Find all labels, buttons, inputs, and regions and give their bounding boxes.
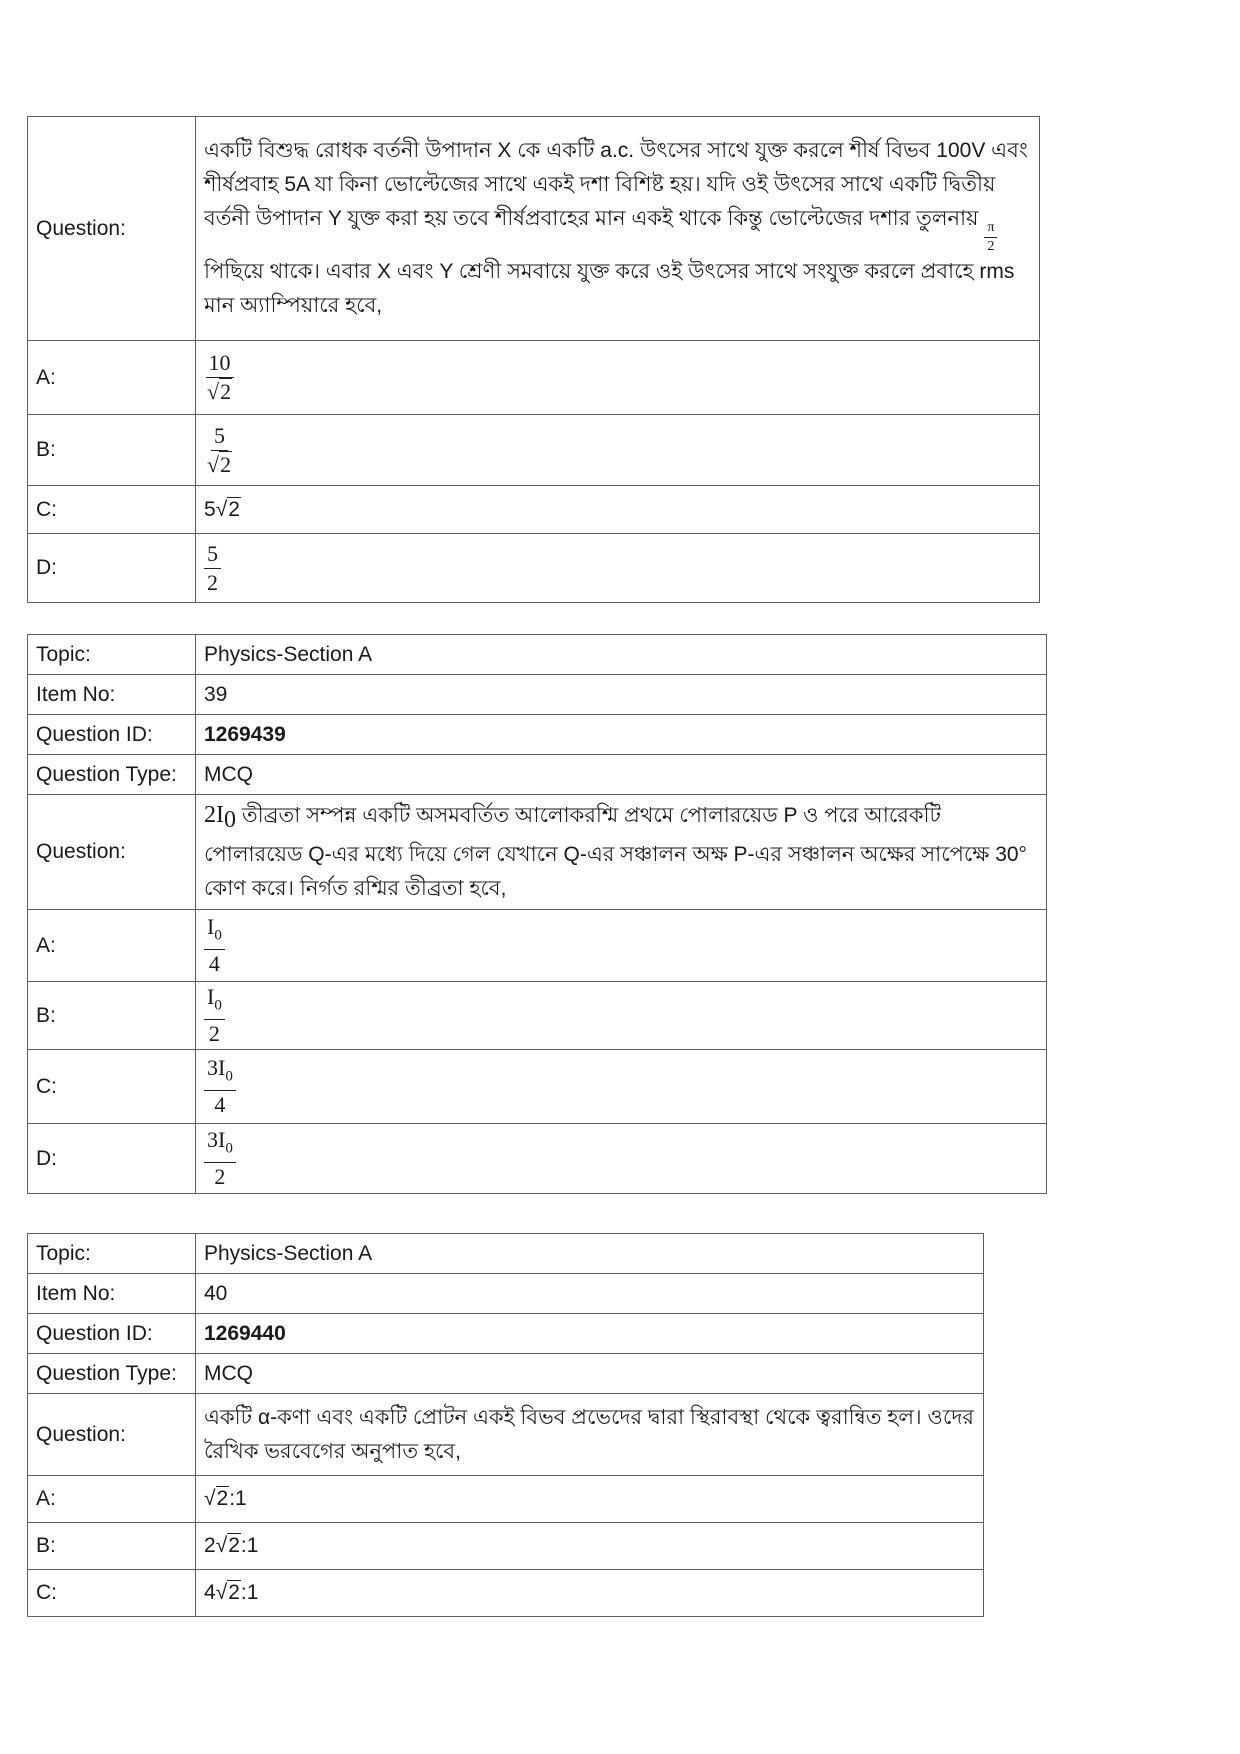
- option-a-value: [196, 341, 1040, 415]
- option-row-c: [28, 1570, 984, 1617]
- question-text: একটি α-কণা এবং একটি প্রোটন একই বিভব প্রভেদের দ্বারা স্থিরাবস্থা থেকে ত্বরান্বিত হল। ওদের রৈখিক ভরবেগের অনুপাত হবে,: [196, 1394, 984, 1476]
- option-a-label: A:: [28, 910, 196, 982]
- option-b-label: B:: [28, 982, 196, 1050]
- option-a-value: [196, 1476, 984, 1523]
- question-table-3: [27, 1233, 984, 1617]
- sqrt-expression: √2: [207, 379, 232, 404]
- question-type-label: Question Type:: [28, 1354, 196, 1394]
- question-type-row: [28, 1354, 984, 1394]
- option-c-value: [196, 1570, 984, 1617]
- question-text: [196, 795, 1047, 910]
- coefficient: 2: [204, 1534, 216, 1557]
- radicand: 2: [216, 1487, 229, 1510]
- option-c-label: C:: [28, 1570, 196, 1617]
- question-type-value: MCQ: [196, 755, 1047, 795]
- option-d-fraction: [204, 1127, 236, 1190]
- option-d-label: D:: [28, 534, 196, 603]
- option-a-fraction: [204, 350, 235, 405]
- pi-over-2-fraction: [984, 220, 997, 255]
- fraction-numerator: 10: [206, 350, 234, 378]
- fraction-numerator: π: [984, 220, 997, 238]
- question-text-part2: পিছিয়ে থাকে। এবার X এবং Y শ্রেণী সমবায়ে যুক্ত করে ওই উৎসের সাথে সংযুক্ত করলে প্রবাহে rms মান অ্যাম্পিয়ারে হবে,: [204, 260, 1015, 317]
- option-row-c: [28, 1050, 1047, 1124]
- option-c-fraction: [204, 1055, 236, 1118]
- option-b-value: [196, 1523, 984, 1570]
- question-id-value: 1269439: [196, 715, 1047, 755]
- question-row: [28, 1394, 984, 1476]
- subscript: 0: [225, 1140, 233, 1157]
- question-type-label: Question Type:: [28, 755, 196, 795]
- question-id-label: Question ID:: [28, 715, 196, 755]
- radicand: 2: [220, 379, 232, 404]
- item-no-row: [28, 1274, 984, 1314]
- sqrt-expression: √2: [204, 1487, 229, 1510]
- topic-value: Physics-Section A: [196, 635, 1047, 675]
- question-id-value: 1269440: [196, 1314, 984, 1354]
- ratio: :1: [240, 1581, 259, 1604]
- question-row: [28, 117, 1040, 341]
- option-d-label: D:: [28, 1124, 196, 1194]
- fraction-numerator: I: [207, 983, 215, 1009]
- option-b-fraction: [204, 423, 235, 478]
- fraction-numerator: 5: [204, 541, 221, 569]
- topic-value: Physics-Section A: [196, 1234, 984, 1274]
- question-label: Question:: [28, 117, 196, 341]
- question-table-2: [27, 634, 1047, 1194]
- subscript: 0: [225, 1068, 233, 1085]
- fraction-numerator: 3I: [207, 1054, 226, 1080]
- intensity-symbol: 2I: [204, 802, 224, 829]
- intensity-subscript: 0: [224, 807, 236, 834]
- question-label: Question:: [28, 1394, 196, 1476]
- option-a-label: A:: [28, 341, 196, 415]
- subscript: 0: [214, 927, 222, 944]
- option-b-label: B:: [28, 415, 196, 486]
- option-a-label: A:: [28, 1476, 196, 1523]
- option-row-a: [28, 910, 1047, 982]
- option-row-a: [28, 341, 1040, 415]
- question-text-part1: একটি বিশুদ্ধ রোধক বর্তনী উপাদান X কে একটি a.c. উৎসের সাথে যুক্ত করলে শীর্ষ বিভব 100V এবং শীর্ষপ্রবাহ 5A যা কিনা ভোল্টেজের সাথে একই দশা বিশিষ্ট হয়। যদি ওই উৎসের সাথে একটি দ্বিতীয় বর্তনী উপাদান Y যুক্ত করা হয় তবে শীর্ষপ্রবাহের মান একই থাকে কিন্তু ভোল্টেজের দশার তুলনায়: [204, 139, 1028, 230]
- question-text: [196, 117, 1040, 341]
- option-b-label: B:: [28, 1523, 196, 1570]
- sqrt-expression: √2: [215, 1534, 240, 1557]
- fraction-denominator: 2: [207, 569, 218, 595]
- radicand: 2: [228, 1581, 240, 1604]
- option-c-label: C:: [28, 486, 196, 534]
- option-d-fraction: [204, 541, 221, 596]
- sqrt-expression: √2: [215, 497, 240, 521]
- question-table-1: [27, 116, 1040, 603]
- item-no-row: [28, 675, 1047, 715]
- item-no-value: 40: [196, 1274, 984, 1314]
- ratio: :1: [229, 1487, 247, 1510]
- topic-label: Topic:: [28, 1234, 196, 1274]
- option-row-c: [28, 486, 1040, 534]
- option-d-value: [196, 1124, 1047, 1194]
- option-a-fraction: [204, 914, 225, 977]
- question-type-row: [28, 755, 1047, 795]
- sqrt-expression: √2: [215, 1581, 240, 1604]
- topic-row: [28, 1234, 984, 1274]
- radicand: 2: [228, 1534, 240, 1557]
- option-d-value: [196, 534, 1040, 603]
- option-b-fraction: [204, 984, 225, 1047]
- option-c-label: C:: [28, 1050, 196, 1124]
- option-b-value: [196, 982, 1047, 1050]
- option-row-d: [28, 534, 1040, 603]
- item-no-value: 39: [196, 675, 1047, 715]
- item-no-label: Item No:: [28, 675, 196, 715]
- question-type-value: MCQ: [196, 1354, 984, 1394]
- option-b-value: [196, 415, 1040, 486]
- question-id-label: Question ID:: [28, 1314, 196, 1354]
- question-label: Question:: [28, 795, 196, 910]
- radicand: 2: [228, 497, 240, 521]
- fraction-numerator: I: [207, 913, 215, 939]
- option-row-d: [28, 1124, 1047, 1194]
- item-no-label: Item No:: [28, 1274, 196, 1314]
- topic-label: Topic:: [28, 635, 196, 675]
- option-row-b: [28, 982, 1047, 1050]
- topic-row: [28, 635, 1047, 675]
- sqrt-expression: √2: [207, 451, 232, 477]
- option-row-b: [28, 415, 1040, 486]
- ratio: :1: [240, 1534, 259, 1557]
- question-row: [28, 795, 1047, 910]
- fraction-numerator: 5: [211, 423, 228, 451]
- question-id-row: [28, 715, 1047, 755]
- fraction-denominator: 2: [987, 239, 995, 254]
- fraction-numerator: 3I: [207, 1126, 226, 1152]
- question-text-body: তীব্রতা সম্পন্ন একটি অসমবর্তিত আলোকরশ্মি প্রথমে পোলারয়েড P ও পরে আরেকটি পোলারয়েড Q-এর মধ্যে দিয়ে গেল যেখানে Q-এর সঞ্চালন অক্ষ P-এর সঞ্চালন অক্ষের সাপেক্ষে 30° কোণ করে। নির্গত রশ্মির তীব্রতা হবে,: [204, 804, 1027, 900]
- fraction-denominator: 4: [214, 1092, 226, 1118]
- fraction-denominator: 2: [208, 1021, 220, 1047]
- option-row-a: [28, 1476, 984, 1523]
- fraction-denominator: 4: [208, 951, 220, 977]
- radicand: 2: [220, 451, 232, 477]
- question-id-row: [28, 1314, 984, 1354]
- subscript: 0: [214, 997, 222, 1014]
- coefficient: 4: [204, 1581, 216, 1604]
- option-c-value: [196, 1050, 1047, 1124]
- option-row-b: [28, 1523, 984, 1570]
- coefficient: 5: [204, 497, 216, 521]
- option-a-value: [196, 910, 1047, 982]
- fraction-denominator: 2: [214, 1164, 226, 1190]
- option-c-value: [196, 486, 1040, 534]
